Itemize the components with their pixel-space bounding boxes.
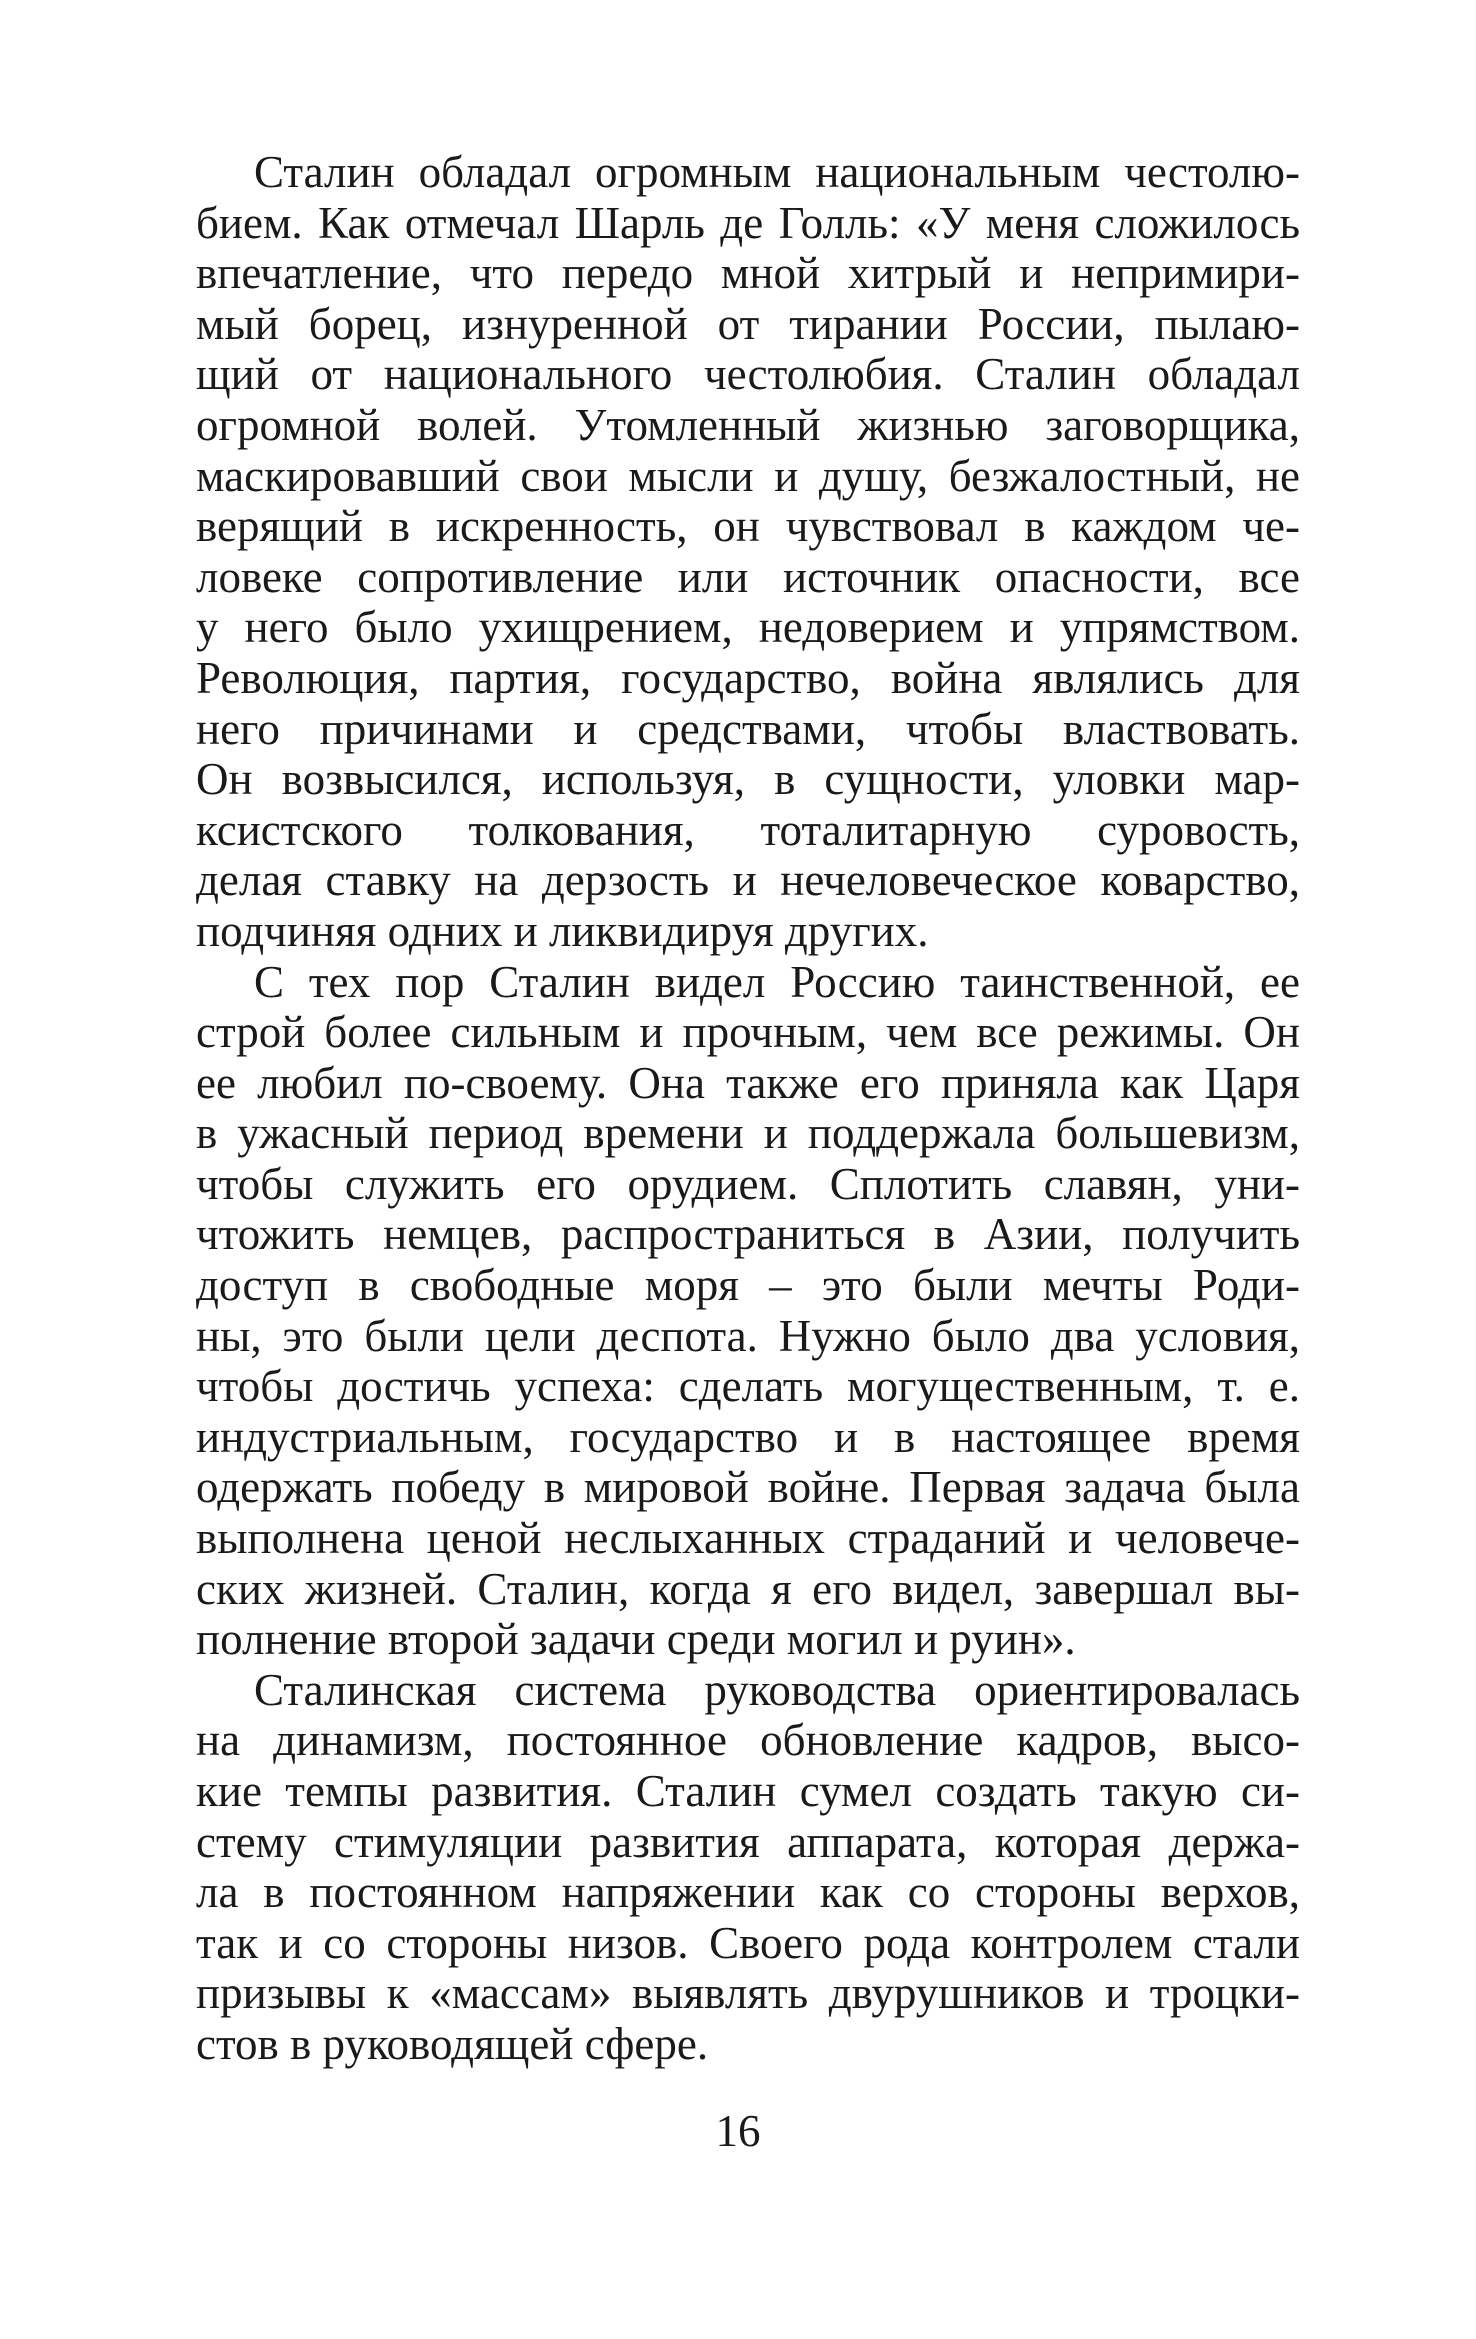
text-line: стему стимуляции развития аппарата, которая держа- [196,1816,1300,1867]
text-line: чтобы служить его орудием. Сплотить славян, уни- [196,1158,1300,1209]
text-line: ла в постоянном напряжении как со стороны верхов, [196,1867,1300,1918]
text-line: огромной волей. Утомленный жизнью заговорщика, [196,399,1300,450]
text-line: чтобы достичь успеха: сделать могущественным, т. е. [196,1361,1300,1412]
page-number: 16 [715,2106,761,2156]
text-line: Революция, партия, государство, война являлись для [196,652,1300,703]
text-line: строй более сильным и прочным, чем все режимы. Он [196,1007,1300,1058]
text-line: него причинами и средствами, чтобы властвовать. [196,703,1300,754]
text-line: мый борец, изнуренной от тирании России, пылаю- [196,298,1300,349]
text-line: выполнена ценой неслыханных страданий и человече- [196,1513,1300,1564]
text-line: ских жизней. Сталин, когда я его видел, завершал вы- [196,1563,1300,1614]
text-line: ее любил по-своему. Она также его приняла как Царя [196,1057,1300,1108]
text-line: ны, это были цели деспота. Нужно было два условия, [196,1310,1300,1361]
text-line: призывы к «массам» выявлять двурушников и троцки- [196,1968,1300,2019]
text-line: бием. Как отмечал Шарль де Голль: «У меня сложилось [196,197,1300,248]
text-line: на динамизм, постоянное обновление кадров, высо- [196,1715,1300,1766]
text-line: так и со стороны низов. Своего рода контролем стали [196,1917,1300,1968]
text-line: Он возвысился, используя, в сущности, уловки мар- [196,754,1300,805]
text-line: С тех пор Сталин видел Россию таинственной, ее [254,956,1300,1007]
text-line: индустриальным, государство и в настоящее время [196,1411,1300,1462]
text-line: Сталинская система руководства ориентировалась [254,1664,1300,1715]
text-line: одержать победу в мировой войне. Первая задача была [196,1462,1300,1513]
text-line: Сталин обладал огромным национальным честолю- [254,147,1300,197]
text-line: маскировавший свои мысли и душу, безжалостный, не [196,450,1300,501]
text-line: ксистского толкования, тоталитарную суровость, [196,804,1300,855]
text-line: щий от национального честолюбия. Сталин обладал [196,349,1300,400]
text-line: чтожить немцев, распространиться в Азии, получить [196,1209,1300,1260]
text-line: в ужасный период времени и поддержала большевизм, [196,1108,1300,1159]
text-line: впечатление, что передо мной хитрый и непримири- [196,248,1300,299]
text-line: кие темпы развития. Сталин сумел создать такую си- [196,1766,1300,1816]
text-line: делая ставку на дерзость и нечеловеческое коварство, [196,855,1300,906]
text-line: ловеке сопротивление или источник опасности, все [196,551,1300,602]
text-line: у него было ухищрением, недоверием и упрямством. [196,602,1300,653]
text-line: верящий в искренность, он чувствовал в каждом че- [196,501,1300,552]
text-line: полнение второй задачи среди могил и руин». [196,1614,1076,1665]
text-line: подчиняя одних и ликвидируя других. [196,905,929,956]
body-text [196,147,1300,2070]
text-line: доступ в свободные моря – это были мечты Роди- [196,1260,1300,1311]
text-line: стов в руководящей сфере. [196,2018,709,2069]
